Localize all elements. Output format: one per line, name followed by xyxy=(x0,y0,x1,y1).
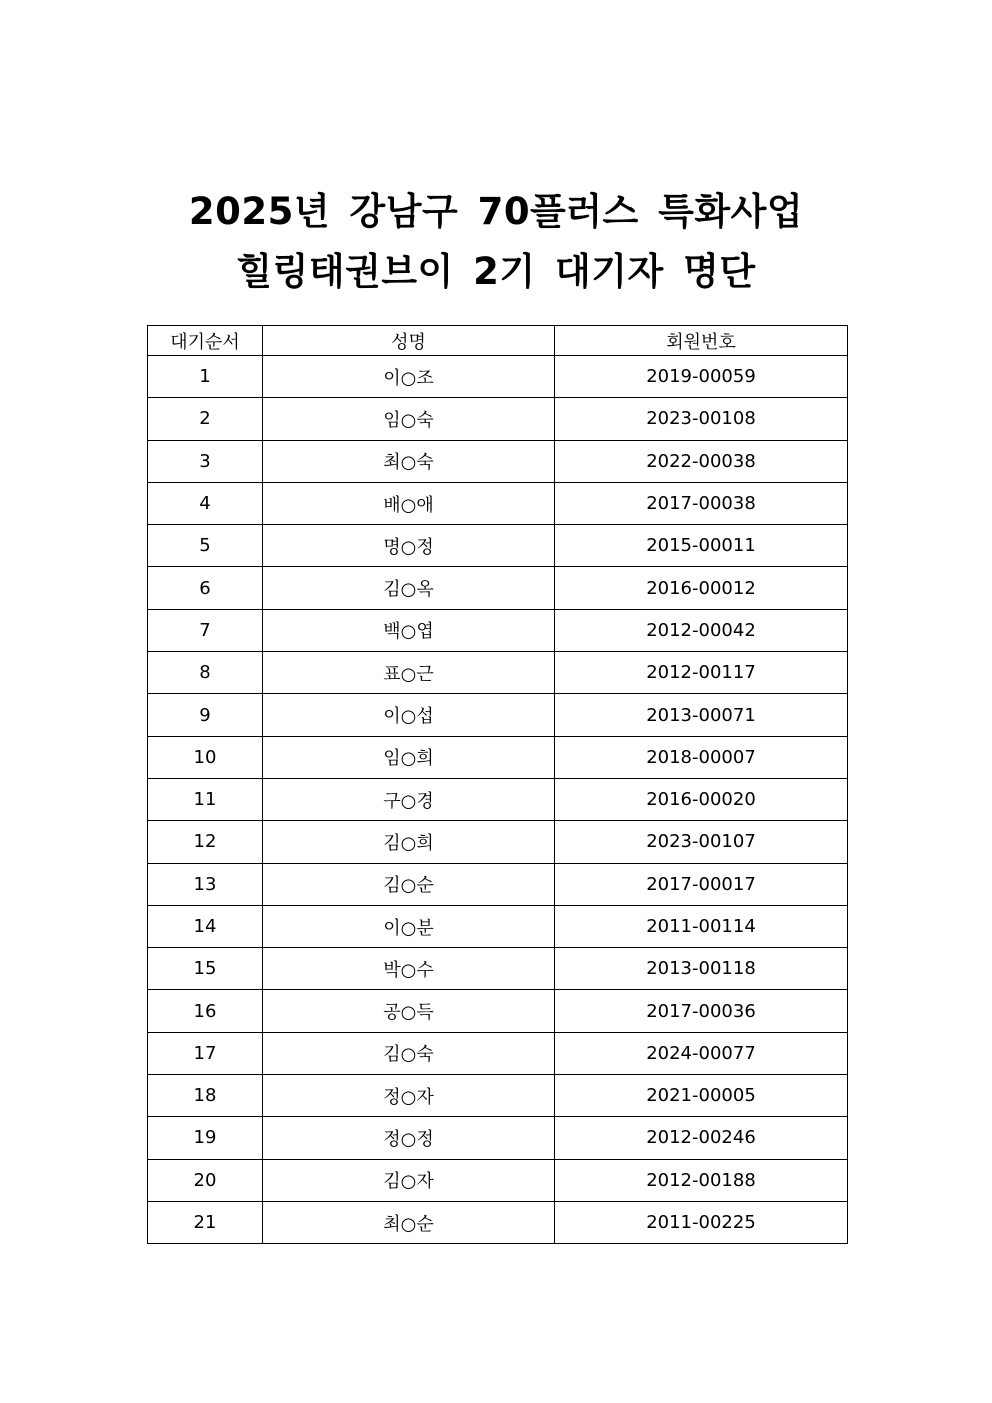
wait-order-cell: 16 xyxy=(148,990,263,1032)
table-row xyxy=(148,525,848,567)
member-number-cell: 2017-00038 xyxy=(555,482,848,524)
wait-order-cell: 10 xyxy=(148,736,263,778)
name-cell: 김○옥 xyxy=(263,567,555,609)
wait-order-cell: 18 xyxy=(148,1075,263,1117)
wait-order-cell: 11 xyxy=(148,778,263,820)
wait-order-cell: 13 xyxy=(148,863,263,905)
wait-order-cell: 9 xyxy=(148,694,263,736)
table-row xyxy=(148,356,848,398)
wait-order-cell: 14 xyxy=(148,905,263,947)
wait-order-cell: 7 xyxy=(148,609,263,651)
member-number-cell: 2012-00117 xyxy=(555,652,848,694)
member-number-cell: 2024-00077 xyxy=(555,1032,848,1074)
table-body xyxy=(148,356,848,1244)
wait-order-cell: 15 xyxy=(148,948,263,990)
member-number-cell: 2012-00042 xyxy=(555,609,848,651)
member-number-cell: 2012-00188 xyxy=(555,1159,848,1201)
member-number-cell: 2023-00107 xyxy=(555,821,848,863)
member-number-cell: 2022-00038 xyxy=(555,440,848,482)
member-number-cell: 2019-00059 xyxy=(555,356,848,398)
name-cell: 표○근 xyxy=(263,652,555,694)
wait-order-cell: 19 xyxy=(148,1117,263,1159)
member-number-cell: 2018-00007 xyxy=(555,736,848,778)
wait-order-cell: 12 xyxy=(148,821,263,863)
waitlist-table-container xyxy=(147,325,847,1244)
table-row xyxy=(148,736,848,778)
table-row xyxy=(148,905,848,947)
name-cell: 박○수 xyxy=(263,948,555,990)
member-number-cell: 2015-00011 xyxy=(555,525,848,567)
name-cell: 최○숙 xyxy=(263,440,555,482)
name-cell: 구○경 xyxy=(263,778,555,820)
name-cell: 정○정 xyxy=(263,1117,555,1159)
member-number-cell: 2017-00017 xyxy=(555,863,848,905)
member-number-cell: 2012-00246 xyxy=(555,1117,848,1159)
table-row xyxy=(148,821,848,863)
wait-order-cell: 5 xyxy=(148,525,263,567)
name-cell: 최○순 xyxy=(263,1201,555,1243)
table-row xyxy=(148,1075,848,1117)
member-number-cell: 2013-00071 xyxy=(555,694,848,736)
wait-order-cell: 20 xyxy=(148,1159,263,1201)
header-name: 성명 xyxy=(263,326,555,356)
table-row xyxy=(148,398,848,440)
name-cell: 백○엽 xyxy=(263,609,555,651)
table-row xyxy=(148,567,848,609)
document-title xyxy=(0,182,992,302)
waitlist-table xyxy=(147,325,848,1244)
name-cell: 이○분 xyxy=(263,905,555,947)
member-number-cell: 2023-00108 xyxy=(555,398,848,440)
header-wait-order: 대기순서 xyxy=(148,326,263,356)
table-row xyxy=(148,694,848,736)
wait-order-cell: 17 xyxy=(148,1032,263,1074)
member-number-cell: 2017-00036 xyxy=(555,990,848,1032)
table-row xyxy=(148,863,848,905)
table-row xyxy=(148,948,848,990)
table-row xyxy=(148,1159,848,1201)
member-number-cell: 2021-00005 xyxy=(555,1075,848,1117)
name-cell: 이○섭 xyxy=(263,694,555,736)
title-line-2: 힐링태권브이 2기 대기자 명단 xyxy=(236,250,756,293)
wait-order-cell: 1 xyxy=(148,356,263,398)
table-row xyxy=(148,609,848,651)
member-number-cell: 2011-00114 xyxy=(555,905,848,947)
wait-order-cell: 8 xyxy=(148,652,263,694)
title-line-1: 2025년 강남구 70플러스 특화사업 xyxy=(188,190,804,233)
member-number-cell: 2013-00118 xyxy=(555,948,848,990)
wait-order-cell: 6 xyxy=(148,567,263,609)
member-number-cell: 2016-00012 xyxy=(555,567,848,609)
name-cell: 정○자 xyxy=(263,1075,555,1117)
table-header-row xyxy=(148,326,848,356)
name-cell: 임○숙 xyxy=(263,398,555,440)
name-cell: 김○숙 xyxy=(263,1032,555,1074)
table-row xyxy=(148,652,848,694)
table-row xyxy=(148,778,848,820)
member-number-cell: 2011-00225 xyxy=(555,1201,848,1243)
wait-order-cell: 21 xyxy=(148,1201,263,1243)
name-cell: 이○조 xyxy=(263,356,555,398)
name-cell: 임○희 xyxy=(263,736,555,778)
table-row xyxy=(148,990,848,1032)
name-cell: 김○자 xyxy=(263,1159,555,1201)
name-cell: 공○득 xyxy=(263,990,555,1032)
table-row xyxy=(148,1032,848,1074)
table-row xyxy=(148,440,848,482)
member-number-cell: 2016-00020 xyxy=(555,778,848,820)
header-member-number: 회원번호 xyxy=(555,326,848,356)
name-cell: 명○정 xyxy=(263,525,555,567)
wait-order-cell: 2 xyxy=(148,398,263,440)
table-row xyxy=(148,1117,848,1159)
table-row xyxy=(148,1201,848,1243)
name-cell: 김○희 xyxy=(263,821,555,863)
table-row xyxy=(148,482,848,524)
name-cell: 배○애 xyxy=(263,482,555,524)
name-cell: 김○순 xyxy=(263,863,555,905)
wait-order-cell: 3 xyxy=(148,440,263,482)
wait-order-cell: 4 xyxy=(148,482,263,524)
